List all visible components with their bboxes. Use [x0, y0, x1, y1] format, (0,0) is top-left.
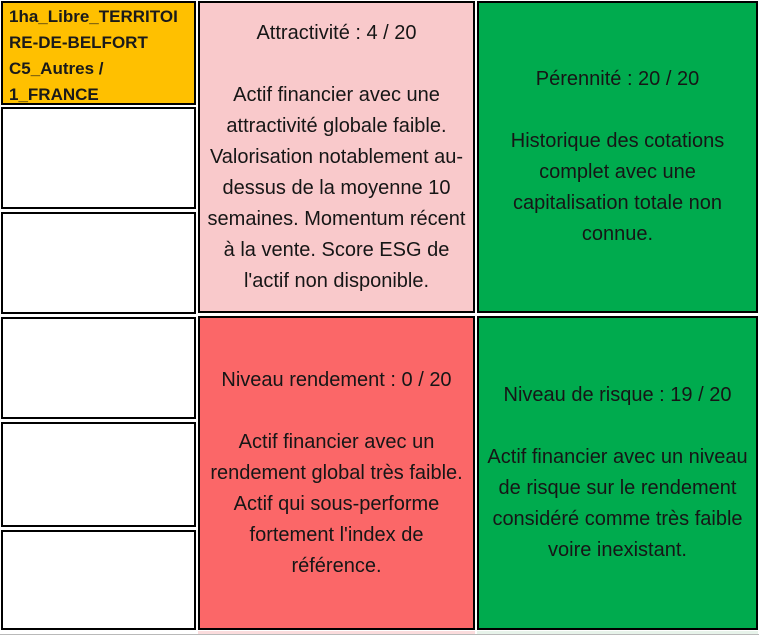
attractivite-description: Actif financier avec une attractivité globale faible. Valorisation notablement au-dessus de la moyenne 10 semaines. Momentum récent à la vente. Score ESG de l'actif non disponible.: [207, 83, 466, 292]
risque-title: Niveau de risque : 19 / 20: [503, 384, 732, 406]
bottom-edge-line: [0, 634, 759, 635]
attractivite-score-card[interactable]: [198, 1, 475, 313]
empty-cell-3[interactable]: [1, 317, 196, 419]
rendement-title: Niveau rendement : 0 / 20: [221, 368, 452, 391]
asset-header-cell[interactable]: [1, 1, 196, 105]
risque-score-card[interactable]: [477, 316, 758, 630]
rendement-score-card[interactable]: [198, 316, 475, 630]
perennite-score-card[interactable]: [477, 1, 758, 313]
empty-cell-1[interactable]: [1, 107, 196, 209]
empty-cell-2[interactable]: [1, 212, 196, 314]
risque-description: Actif financier avec un niveau de risque sur le rendement considéré comme très faible voire inexistant.: [487, 446, 748, 561]
empty-cell-4[interactable]: [1, 422, 196, 527]
perennite-description: Historique des cotations complet avec une capitalisation totale non connue.: [510, 130, 725, 245]
empty-cell-5[interactable]: [1, 530, 196, 630]
asset-category: C5_Autres / 1_FRANCE: [9, 59, 104, 104]
perennite-title: Pérennité : 20 / 20: [535, 68, 700, 90]
asset-name: 1ha_Libre_TERRITOIRE-DE-BELFORT: [9, 7, 178, 52]
rendement-description: Actif financier avec un rendement global très faible. Actif qui sous-performe fortement l'index de référence.: [210, 430, 463, 577]
attractivite-title: Attractivité : 4 / 20: [256, 21, 417, 44]
